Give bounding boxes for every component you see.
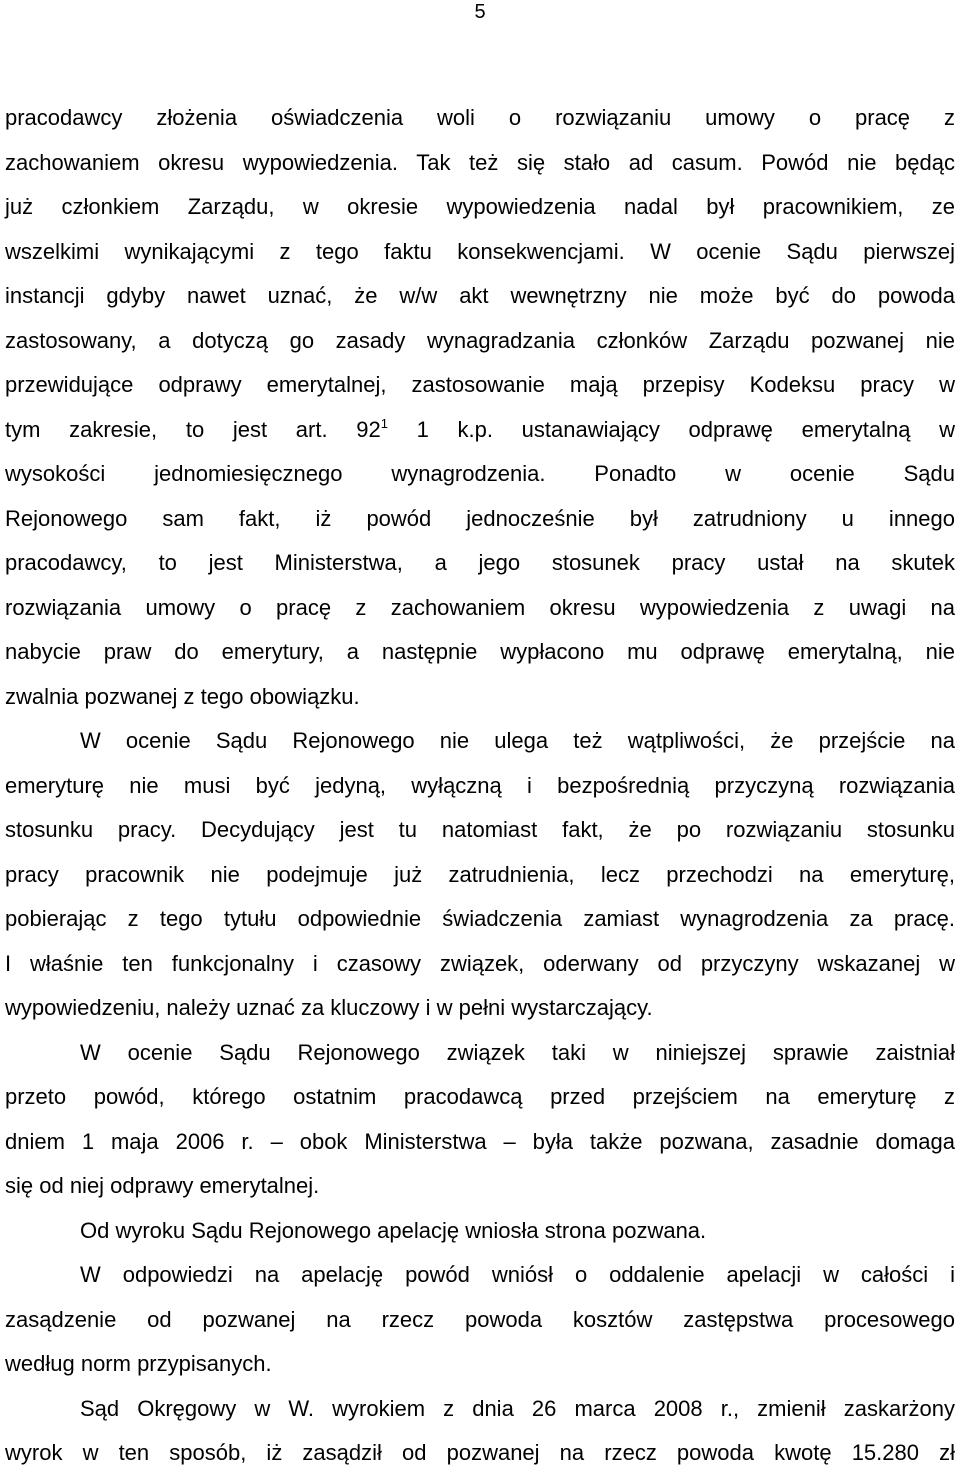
text-line: wysokości jednomiesięcznego wynagrodzenia. Ponadto w ocenie Sądu bbox=[5, 461, 955, 486]
text-line: już członkiem Zarządu, w okresie wypowiedzenia nadal był pracownikiem, ze bbox=[5, 194, 955, 219]
text-line-article-reference bbox=[5, 408, 955, 453]
paragraph-3 bbox=[5, 1031, 955, 1209]
text-line: rozwiązania umowy o pracę z zachowaniem okresu wypowiedzenia z uwagi na bbox=[5, 594, 955, 620]
text-line: instancji gdyby nawet uznać, że w/w akt wewnętrzny nie może być do powoda bbox=[5, 283, 955, 308]
text-line: W ocenie Sądu Rejonowego nie ulega też wątpliwości, że przejście na bbox=[80, 728, 955, 753]
text-line: zachowaniem okresu wypowiedzenia. Tak też się stało ad casum. Powód nie będąc bbox=[5, 149, 955, 175]
paragraph-5 bbox=[5, 1253, 955, 1387]
paragraph-4 bbox=[5, 1209, 955, 1254]
document-body bbox=[5, 96, 955, 1476]
text-line: przeto powód, którego ostatnim pracodawcą przed przejściem na emeryturę z bbox=[5, 1084, 955, 1109]
article-superscript: 1 bbox=[380, 415, 388, 431]
text-line: dniem 1 maja 2006 r. – obok Ministerstwa – była także pozwana, zasadnie domaga bbox=[5, 1128, 955, 1154]
article-text-after: 1 k.p. ustanawiający odprawę emerytalną w bbox=[387, 416, 955, 442]
paragraph-2 bbox=[5, 719, 955, 1031]
text-line: zastosowany, a dotyczą go zasady wynagradzania członków Zarządu pozwanej nie bbox=[5, 327, 955, 353]
text-line: wyrok w ten sposób, iż zasądził od pozwanej na rzecz powoda kwotę 15.280 zł bbox=[5, 1440, 955, 1465]
text-line: I właśnie ten funkcjonalny i czasowy związek, oderwany od przyczyny wskazanej w bbox=[5, 950, 955, 976]
page-number: 5 bbox=[474, 1, 486, 23]
text-line: Od wyroku Sądu Rejonowego apelację wniosła strona pozwana. bbox=[80, 1217, 707, 1243]
text-line: Rejonowego sam fakt, iż powód jednocześnie był zatrudniony u innego bbox=[5, 505, 955, 531]
text-line: według norm przypisanych. bbox=[5, 1351, 272, 1376]
text-line: pobierając z tego tytułu odpowiednie świadczenia zamiast wynagrodzenia za pracę. bbox=[5, 906, 955, 931]
text-line: wypowiedzeniu, należy uznać za kluczowy i w pełni wystarczający. bbox=[5, 995, 653, 1020]
text-line: W odpowiedzi na apelację powód wniósł o oddalenie apelacji w całości i bbox=[80, 1262, 955, 1287]
article-text-before: tym zakresie, to jest art. 92 bbox=[5, 416, 381, 442]
text-line: przewidujące odprawy emerytalnej, zastosowanie mają przepisy Kodeksu pracy w bbox=[5, 372, 955, 397]
text-line: W ocenie Sądu Rejonowego związek taki w niniejszej sprawie zaistniał bbox=[80, 1039, 955, 1065]
paragraph-1 bbox=[5, 96, 955, 719]
text-line: pracodawcy złożenia oświadczenia woli o rozwiązaniu umowy o pracę z bbox=[5, 105, 955, 130]
text-line: zasądzenie od pozwanej na rzecz powoda kosztów zastępstwa procesowego bbox=[5, 1306, 955, 1332]
text-line: się od niej odprawy emerytalnej. bbox=[5, 1173, 320, 1198]
paragraph-6 bbox=[5, 1387, 955, 1476]
text-line: pracodawcy, to jest Ministerstwa, a jego stosunek pracy ustał na skutek bbox=[5, 550, 955, 575]
text-line: zwalnia pozwanej z tego obowiązku. bbox=[5, 683, 360, 709]
text-line: wszelkimi wynikającymi z tego faktu konsekwencjami. W ocenie Sądu pierwszej bbox=[5, 238, 955, 264]
text-line: Sąd Okręgowy w W. wyrokiem z dnia 26 marca 2008 r., zmienił zaskarżony bbox=[80, 1395, 955, 1421]
text-line: emeryturę nie musi być jedyną, wyłączną i bezpośrednią przyczyną rozwiązania bbox=[5, 772, 955, 798]
text-line: stosunku pracy. Decydujący jest tu natomiast fakt, że po rozwiązaniu stosunku bbox=[5, 817, 955, 842]
text-line: nabycie praw do emerytury, a następnie wypłacono mu odprawę emerytalną, nie bbox=[5, 639, 955, 664]
text-line: pracy pracownik nie podejmuje już zatrudnienia, lecz przechodzi na emeryturę, bbox=[5, 861, 955, 887]
